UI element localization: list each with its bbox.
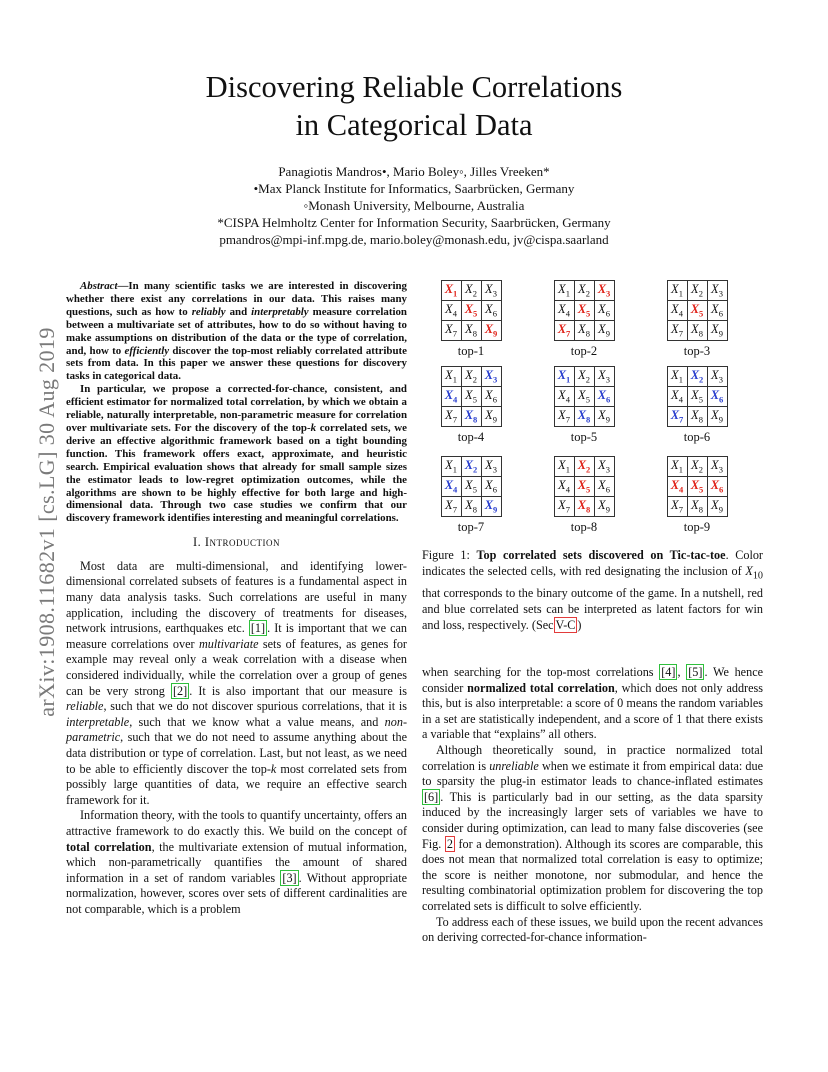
- grid-cell: $X_9$: [707, 497, 727, 517]
- grid-cell: $X_2$: [687, 367, 707, 387]
- abstract-paragraph-1: Abstract—In many scientific tasks we are interested in discovering whether there exist any correlations in our data. This raises many questions, such as how to reliably and interpretably measure correlation between a multivariate set of attributes, how to do so without having to make assumptions on distribution of the data or the type of correlation, and, how to efficiently discover the top-most reliably correlated attribute sets from data. In this paper we answer these questions for discovery tasks in categorical data.: [66, 280, 407, 383]
- tic-tac-toe-grid: [667, 366, 728, 427]
- figure-ref-link[interactable]: 2: [446, 836, 453, 851]
- grid-panel-label: top-4: [457, 430, 485, 444]
- grid-cell: $X_8$: [687, 321, 707, 341]
- abstract-paragraph-2: In particular, we propose a corrected-for-chance, consistent, and efficient estimator for normalized total correlation, by which we obtain a reliable, naturally interpretable, non-parametric measure for correlation over multivariate sets. For the discovery of the top-k correlated sets, we derive an effective algorithmic framework based on a tight bounding function. This framework offers exact, approximate, and heuristic search. Empirical evaluation shows that already for small sample sizes the estimator leads to low-regret optimization outcomes, while the algorithms are shown to be highly effective for both large and high-dimensional data. Through two case studies we confirm that our discovery framework identifies interesting and meaningful correlations.: [66, 383, 407, 525]
- grid-cell: $X_2$: [574, 457, 594, 477]
- grid-cell: $X_5$: [574, 301, 594, 321]
- grid-cell: $X_7$: [667, 321, 687, 341]
- grid-cell: $X_1$: [441, 281, 461, 301]
- grid-cell: $X_1$: [554, 457, 574, 477]
- grid-panel-top-4: [440, 366, 502, 445]
- grid-cell: $X_6$: [707, 387, 727, 407]
- citation-link[interactable]: [4]: [661, 665, 676, 679]
- right-paragraph-1: when searching for the top-most correlations [4] , [5] . We hence consider normalized total correlation, which does not only address this, but is also interpretable: a score of 0 means the random variables in a set are statistically independent, and a score of 1 that there exists a variable that “explains” all others.: [422, 665, 764, 742]
- grid-cell: $X_2$: [461, 367, 481, 387]
- grid-panel-top-8: [553, 456, 615, 535]
- grid-cell: $X_1$: [441, 367, 461, 387]
- grid-cell: $X_8$: [574, 407, 594, 427]
- grid-cell: $X_6$: [594, 301, 614, 321]
- grid-cell: $X_7$: [554, 321, 574, 341]
- citation-link[interactable]: [2]: [172, 683, 188, 698]
- grid-cell: $X_3$: [481, 367, 501, 387]
- grid-panel-label: top-6: [683, 430, 711, 444]
- grid-panel-label: top-5: [570, 430, 598, 444]
- grid-panel-top-2: [553, 280, 615, 359]
- grid-panel-top-1: [440, 280, 502, 359]
- right-column: [422, 665, 763, 946]
- grid-cell: $X_8$: [687, 497, 707, 517]
- grid-cell: $X_3$: [594, 367, 614, 387]
- grid-cell: $X_5$: [687, 477, 707, 497]
- grid-panel-label: top-1: [457, 344, 485, 358]
- tic-tac-toe-grid: [441, 366, 502, 427]
- grid-cell: $X_7$: [667, 407, 687, 427]
- grid-cell: $X_5$: [574, 477, 594, 497]
- grid-cell: $X_9$: [481, 407, 501, 427]
- grid-cell: $X_8$: [461, 407, 481, 427]
- intro-paragraph-1: Most data are multi-dimensional, and identifying lower-dimensional correlated subsets of features is a fundamental aspect in many data analysis tasks. Such correlations are useful in many application, including the discovery of treatments for diseases, network intrusions, earthquakes etc. [1] . It is important that we can measure correlations over multivariate sets of features, as genes for example may reveal only a weak correlation with a disease when considered individually, while the correlation over a group of genes can be very strong [2] . It is also important that our measure is reliable, such that we do not discover spurious correlations, that it is interpretable, such that we know what a value means, and non-parametric, such that we do not need to assume anything about the data distribution or type of correlation. Last, but not least, as we need to be able to efficiently discover the top-k most correlated sets from possibly large quantities of data, we require an effective search framework for it.: [66, 558, 407, 807]
- grid-cell: $X_2$: [574, 281, 594, 301]
- tic-tac-toe-grid: [554, 456, 615, 517]
- affiliation-2: ◦Monash University, Melbourne, Australia: [303, 198, 525, 213]
- grid-cell: $X_3$: [707, 281, 727, 301]
- grid-cell: $X_6$: [481, 477, 501, 497]
- intro-paragraph-2: Information theory, with the tools to quantify uncertainty, offers an attractive framework to do exactly this. We build on the concept of total correlation, the multivariate extension of mutual information, which non-parametrically quantifies the amount of shared information in a set of random variables [3] . Without appropriate normalization, however, scores over sets of different cardinalities are not comparable, which is a problem: [66, 808, 408, 916]
- grid-panel-label: top-9: [683, 520, 711, 534]
- grid-cell: $X_3$: [707, 457, 727, 477]
- grid-cell: $X_6$: [707, 477, 727, 497]
- grid-cell: $X_1$: [667, 367, 687, 387]
- grid-panel-label: top-3: [683, 344, 711, 358]
- figure-1-grids: [428, 280, 773, 545]
- citation-link[interactable]: [6]: [424, 789, 439, 804]
- grid-cell: $X_2$: [461, 281, 481, 301]
- section-ref-link[interactable]: V-C: [555, 618, 576, 633]
- grid-cell: $X_9$: [707, 407, 727, 427]
- grid-cell: $X_5$: [574, 387, 594, 407]
- grid-panel-top-5: [553, 366, 615, 445]
- grid-panel-label: top-2: [570, 344, 598, 358]
- affiliation-1: •Max Planck Institute for Informatics, Saarbrücken, Germany: [253, 181, 575, 196]
- grid-cell: $X_6$: [481, 301, 501, 321]
- left-column: [66, 280, 407, 917]
- grid-cell: $X_6$: [707, 301, 727, 321]
- grid-cell: $X_3$: [594, 281, 614, 301]
- grid-cell: $X_6$: [594, 477, 614, 497]
- grid-cell: $X_9$: [594, 321, 614, 341]
- citation-link[interactable]: [3]: [282, 870, 297, 885]
- grid-cell: $X_3$: [594, 457, 614, 477]
- grid-cell: $X_6$: [594, 387, 614, 407]
- grid-cell: $X_5$: [461, 301, 481, 321]
- title-line-1: Discovering Reliable Correlations: [205, 70, 623, 104]
- grid-cell: $X_4$: [554, 477, 574, 497]
- grid-cell: $X_4$: [441, 477, 461, 497]
- grid-cell: $X_5$: [461, 387, 481, 407]
- grid-cell: $X_3$: [707, 367, 727, 387]
- grid-panel-label: top-7: [457, 520, 485, 534]
- tic-tac-toe-grid: [441, 456, 502, 517]
- affiliation-3: *CISPA Helmholtz Center for Information Security, Saarbrücken, Germany: [217, 215, 611, 230]
- grid-cell: $X_7$: [441, 407, 461, 427]
- grid-panel-label: top-8: [570, 520, 598, 534]
- grid-cell: $X_7$: [667, 497, 687, 517]
- grid-cell: $X_2$: [574, 367, 594, 387]
- grid-cell: $X_8$: [687, 407, 707, 427]
- grid-cell: $X_2$: [687, 281, 707, 301]
- grid-cell: $X_3$: [481, 281, 501, 301]
- grid-cell: $X_2$: [461, 457, 481, 477]
- grid-cell: $X_7$: [554, 497, 574, 517]
- grid-cell: $X_8$: [574, 497, 594, 517]
- grid-panel-top-3: [666, 280, 728, 359]
- grid-cell: $X_1$: [667, 281, 687, 301]
- tic-tac-toe-grid: [554, 280, 615, 341]
- author-emails: pmandros@mpi-inf.mpg.de, mario.boley@monash.edu, jv@cispa.saarland: [219, 232, 609, 247]
- author-names: Panagiotis Mandros•, Mario Boley◦, Jilles Vreeken*: [278, 164, 550, 179]
- right-paragraph-3: To address each of these issues, we build upon the recent advances on deriving corrected-for-chance information-: [422, 914, 763, 945]
- grid-cell: $X_4$: [667, 477, 687, 497]
- paper-title: [0, 68, 828, 144]
- citation-link[interactable]: [1]: [250, 621, 266, 636]
- grid-cell: $X_9$: [594, 407, 614, 427]
- grid-cell: $X_9$: [481, 497, 501, 517]
- grid-panel-top-6: [666, 366, 728, 445]
- grid-panel-top-9: [666, 456, 728, 535]
- title-line-2: in Categorical Data: [295, 108, 533, 142]
- grid-cell: $X_6$: [481, 387, 501, 407]
- grid-cell: $X_3$: [481, 457, 501, 477]
- grid-cell: $X_7$: [441, 497, 461, 517]
- grid-cell: $X_1$: [667, 457, 687, 477]
- grid-cell: $X_7$: [554, 407, 574, 427]
- grid-cell: $X_4$: [554, 387, 574, 407]
- tic-tac-toe-grid: [667, 280, 728, 341]
- right-paragraph-2: Although theoretically sound, in practice normalized total correlation is unreliable when we estimate it from empirical data: due to sparsity the plug-in estimator leads to chance-inflated estimates [6] . This is particularly bad in our setting, as the data sparsity induced by the increasingly larger sets of variables we have to consider during optimization, can lead to many false discoveries (see Fig. 2 for a demonstration). Although its scores are comparable, this does not mean that normalized total correlation is easy to optimize; the score is neither monotone, nor submodular, and hence the resulting combinatorial optimization problem for discovering the top correlated sets is difficult to solve efficiently.: [422, 742, 764, 913]
- grid-cell: $X_1$: [441, 457, 461, 477]
- grid-cell: $X_4$: [441, 301, 461, 321]
- tic-tac-toe-grid: [667, 456, 728, 517]
- grid-cell: $X_5$: [687, 301, 707, 321]
- grid-cell: $X_7$: [441, 321, 461, 341]
- grid-cell: $X_9$: [594, 497, 614, 517]
- grid-panel-top-7: [440, 456, 502, 535]
- grid-cell: $X_9$: [707, 321, 727, 341]
- grid-cell: $X_1$: [554, 281, 574, 301]
- grid-cell: $X_8$: [461, 321, 481, 341]
- grid-cell: $X_5$: [687, 387, 707, 407]
- grid-cell: $X_1$: [554, 367, 574, 387]
- tic-tac-toe-grid: [554, 366, 615, 427]
- grid-cell: $X_4$: [441, 387, 461, 407]
- grid-cell: $X_4$: [554, 301, 574, 321]
- grid-cell: $X_2$: [687, 457, 707, 477]
- citation-link[interactable]: [5]: [688, 665, 703, 679]
- grid-cell: $X_8$: [574, 321, 594, 341]
- author-block: [0, 163, 828, 248]
- arxiv-stamp: [34, 286, 60, 758]
- tic-tac-toe-grid: [441, 280, 502, 341]
- figure-1-caption: Figure 1: Top correlated sets discovered on Tic-tac-toe. Color indicates the selected cells, with red designating the inclusion of $X_{10}$ that corresponds to the binary outcome of the game. In a nutshell, red and blue correlated sets can be interpreted as latent factors for win and loss, respectively. (Sec V-C ): [422, 548, 763, 633]
- grid-cell: $X_8$: [461, 497, 481, 517]
- abstract: [66, 280, 407, 525]
- grid-cell: $X_9$: [481, 321, 501, 341]
- grid-cell: $X_4$: [667, 301, 687, 321]
- grid-cell: $X_5$: [461, 477, 481, 497]
- section-heading-introduction: I. Introduction: [193, 535, 280, 550]
- arxiv-stamp-text: arXiv:1908.11682v1 [cs.LG] 30 Aug 2019: [34, 327, 59, 717]
- grid-cell: $X_4$: [667, 387, 687, 407]
